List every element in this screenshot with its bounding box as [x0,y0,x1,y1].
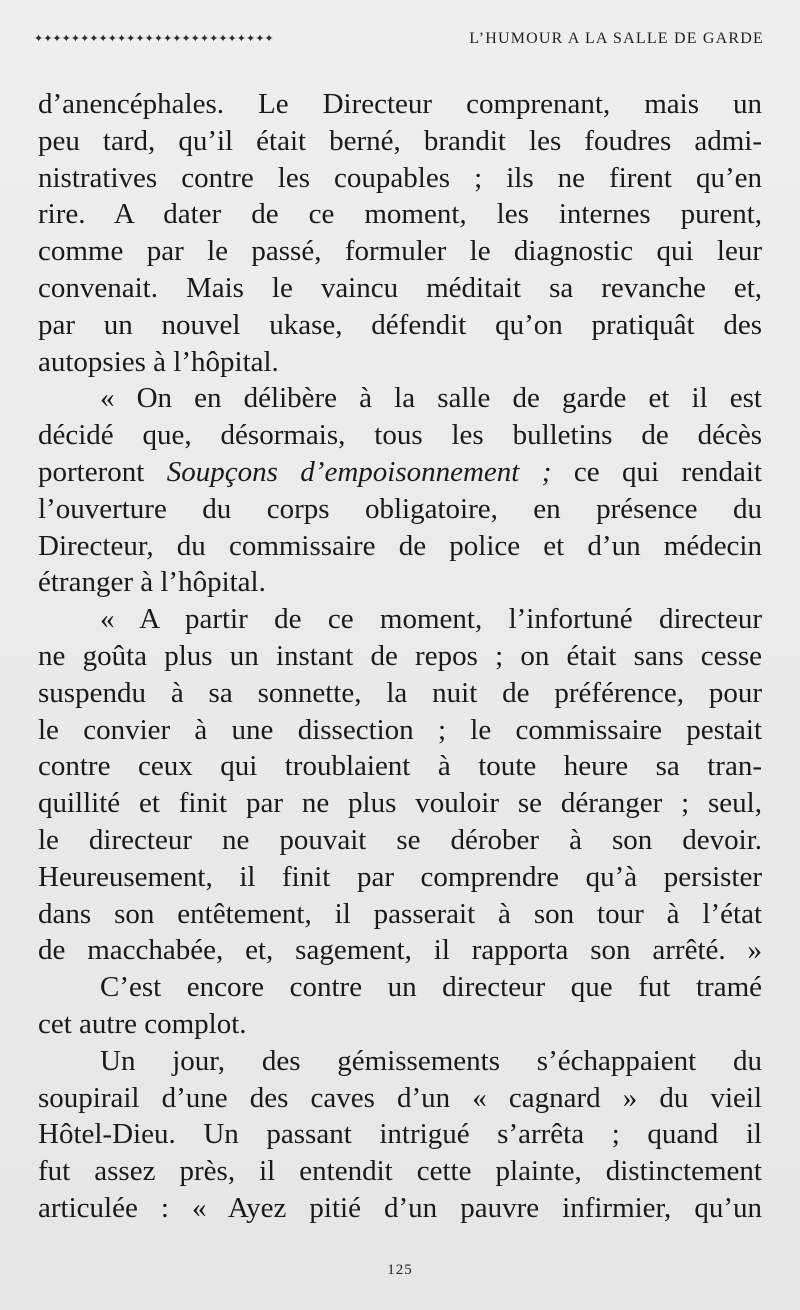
text-line: contre ceux qui troublaient à toute heure sa tran- [38,750,762,783]
text-segment: porteront [38,455,145,488]
text-line: décidé que, désormais, tous les bulletins de décès [38,419,762,452]
text-line: cet autre complot. [38,1007,247,1040]
text-line-with-italic [38,454,762,491]
text-line: peu tard, qu’il était berné, brandit les foudres admi- [38,124,762,157]
text-line: articulée : « Ayez pitié d’un pauvre infirmier, qu’un [38,1191,762,1224]
body-text [38,86,762,1227]
running-head: L’HUMOUR A LA SALLE DE GARDE [469,30,764,47]
text-line: Heureusement, il finit par comprendre qu’à persister [38,860,762,893]
text-line: d’anencéphales. Le Directeur comprenant, mais un [38,88,762,120]
text-line: comme par le passé, formuler le diagnostic qui leur [38,235,762,268]
italic-phrase: Soupçons d’empoisonnement ; [166,455,552,488]
text-line: le directeur ne pouvait se dérober à son devoir. [38,823,762,856]
text-line: suspendu à sa sonnette, la nuit de préférence, pour [38,676,762,709]
text-line: soupirail d’une des caves d’un « cagnard » du vieil [38,1081,762,1114]
text-line: Directeur, du commissaire de police et d’un médecin [38,529,762,562]
page-header [34,30,764,56]
text-line: de macchabée, et, sagement, il rapporta son arrêté. » [38,934,762,967]
text-line: « On en délibère à la salle de garde et il est [100,382,762,415]
text-line: quillité et finit par ne plus vouloir se déranger ; seul, [38,787,762,820]
text-line: « A partir de ce moment, l’infortuné directeur [100,603,762,636]
text-line: rire. A dater de ce moment, les internes purent, [38,198,762,231]
text-line: Un jour, des gémissements s’échappaient du [100,1044,762,1077]
text-line: le convier à une dissection ; le commissaire pestait [38,713,762,746]
text-line: fut assez près, il entendit cette plainte, distinctement [38,1155,762,1188]
page-number: 125 [387,1262,413,1278]
text-line: Hôtel-Dieu. Un passant intrigué s’arrêta ; quand il [38,1118,762,1151]
text-line: ne goûta plus un instant de repos ; on était sans cesse [38,639,762,672]
text-line: étranger à l’hôpital. [38,566,266,599]
text-segment: ce qui rendait [573,455,763,488]
text-line: autopsies à l’hôpital. [38,345,279,378]
text-line: C’est encore contre un directeur que fut tramé [100,971,762,1004]
text-line: par un nouvel ukase, défendit qu’on pratiquât des [38,308,762,341]
header-ornament: ✦✦✦✦✦✦✦✦✦✦✦✦✦✦✦✦✦✦✦✦✦✦✦✦✦✦ [34,32,274,45]
text-line: dans son entêtement, il passerait à son tour à l’état [38,897,762,930]
text-line: l’ouverture du corps obligatoire, en présence du [38,492,762,525]
text-line: convenait. Mais le vaincu méditait sa revanche et, [38,271,762,304]
text-line: nistratives contre les coupables ; ils ne firent qu’en [38,161,762,194]
